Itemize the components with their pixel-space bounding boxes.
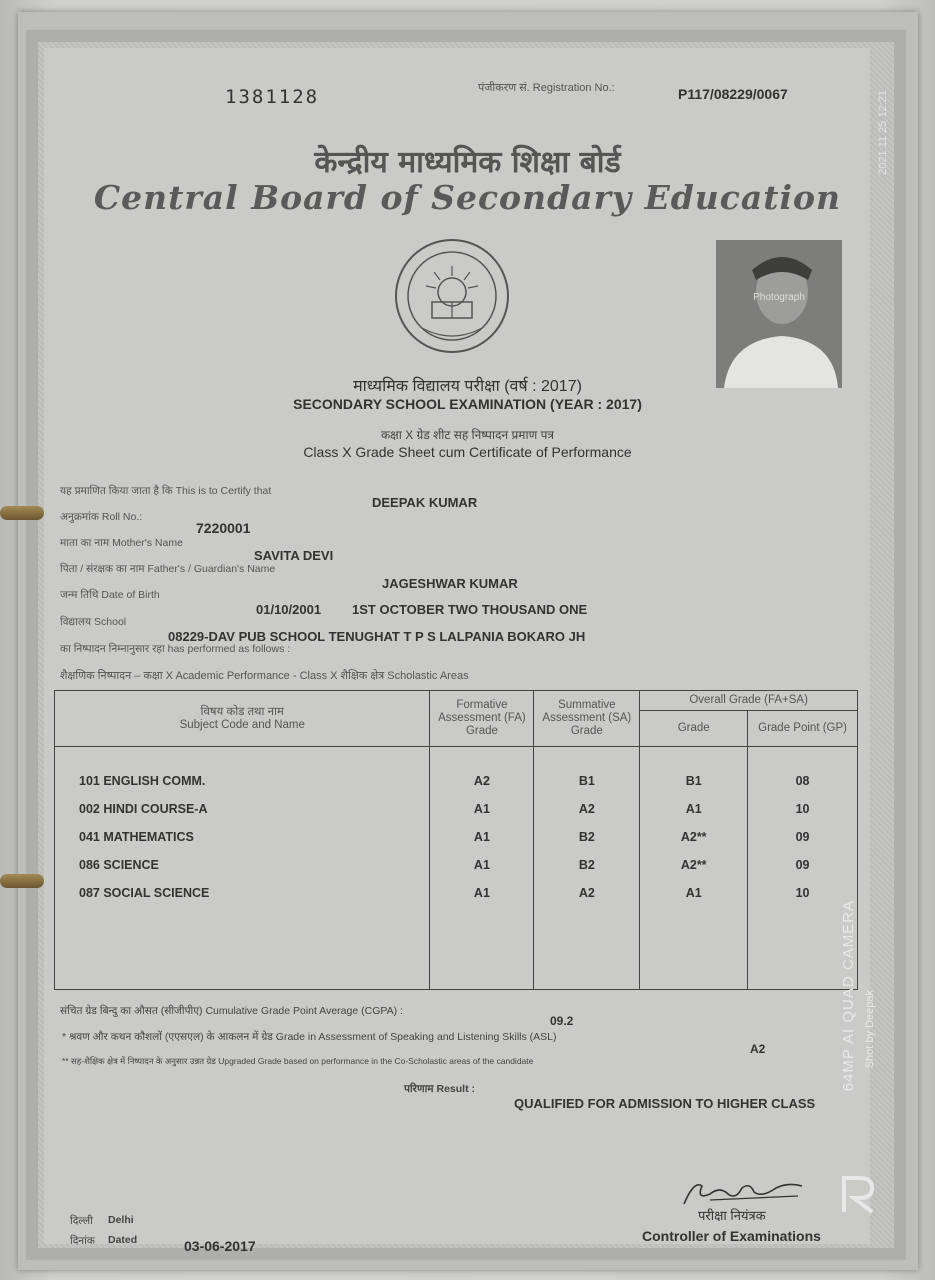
table-row bbox=[55, 795, 858, 823]
dob-label: जन्म तिथि Date of Birth bbox=[60, 589, 160, 601]
cgpa-value: 09.2 bbox=[550, 1014, 574, 1028]
camera-watermark: 64MP AI QUAD CAMERA bbox=[840, 900, 857, 1092]
grade-point-cell: 09 bbox=[748, 823, 858, 851]
asl-label: * श्रवण और कथन कौशलों (एएसएल) के आकलन में ग्रेड Grade in Assessment of Speaking and Listening Skills (ASL) bbox=[62, 1031, 557, 1043]
mother-name-label: माता का नाम Mother's Name bbox=[60, 537, 183, 549]
board-name-hindi: केन्द्रीय माध्यमिक शिक्षा बोर्ड bbox=[314, 145, 621, 180]
sa-grade-cell: B2 bbox=[534, 851, 640, 879]
subject-cell: 087 SOCIAL SCIENCE bbox=[55, 879, 430, 907]
dated-hindi: दिनांक bbox=[70, 1235, 95, 1247]
grade-sheet-title-english: Class X Grade Sheet cum Certificate of Performance bbox=[303, 444, 632, 460]
overall-column-header: Overall Grade (FA+SA) bbox=[640, 691, 858, 711]
table-filler-row bbox=[55, 907, 858, 990]
shot-by-watermark: Shot by Deepak bbox=[864, 990, 876, 1069]
overall-grade-cell: B1 bbox=[640, 767, 748, 795]
table-spacer-row bbox=[55, 747, 858, 767]
result-value: QUALIFIED FOR ADMISSION TO HIGHER CLASS bbox=[514, 1096, 816, 1111]
exam-title-english: SECONDARY SCHOOL EXAMINATION (YEAR : 2017) bbox=[293, 396, 642, 412]
registration-number: P117/08229/0067 bbox=[678, 86, 788, 102]
performed-label: का निष्पादन निम्नानुसार रहा has performed as follows : bbox=[60, 643, 291, 655]
binder-ring-icon bbox=[0, 874, 44, 888]
roll-no-label: अनुक्रमांक Roll No.: bbox=[60, 511, 143, 523]
asl-grade: A2 bbox=[750, 1042, 766, 1056]
exam-title-hindi: माध्यमिक विद्यालय परीक्षा (वर्ष : 2017) bbox=[353, 378, 582, 395]
subject-cell: 002 HINDI COURSE-A bbox=[55, 795, 430, 823]
grade-sheet-title-hindi: कक्षा X ग्रेड शीट सह निष्पादन प्रमाण पत्र bbox=[380, 428, 555, 442]
place: Delhi bbox=[108, 1214, 134, 1226]
subject-cell: 101 ENGLISH COMM. bbox=[55, 767, 430, 795]
subject-header-english: Subject Code and Name bbox=[179, 718, 305, 731]
issue-date: 03-06-2017 bbox=[184, 1238, 256, 1254]
fa-grade-cell: A1 bbox=[430, 851, 534, 879]
school-label: विद्यालय School bbox=[60, 616, 127, 628]
date-of-birth-words: 1ST OCTOBER TWO THOUSAND ONE bbox=[352, 602, 588, 617]
photo-label: Photograph bbox=[753, 292, 805, 303]
grade-point-cell: 09 bbox=[748, 851, 858, 879]
place-hindi: दिल्ली bbox=[70, 1215, 93, 1227]
cgpa-label: संचित ग्रेड बिन्दु का औसत (सीजीपीए) Cumulative Grade Point Average (CGPA) : bbox=[60, 1005, 403, 1017]
overall-grade-cell: A1 bbox=[640, 879, 748, 907]
date-of-birth: 01/10/2001 bbox=[256, 602, 322, 617]
school-name: 08229-DAV PUB SCHOOL TENUGHAT T P S LALPANIA BOKARO JH bbox=[168, 629, 586, 644]
father-name: JAGESHWAR KUMAR bbox=[382, 576, 518, 591]
table-row bbox=[55, 851, 858, 879]
grade-column-header: Grade bbox=[640, 711, 748, 747]
sa-grade-cell: B2 bbox=[534, 823, 640, 851]
overall-grade-cell: A1 bbox=[640, 795, 748, 823]
subject-column-header bbox=[55, 691, 430, 747]
dated-label: Dated bbox=[108, 1234, 138, 1246]
realme-logo-icon bbox=[836, 1172, 880, 1216]
gp-column-header: Grade Point (GP) bbox=[748, 711, 858, 747]
certify-label: यह प्रमाणित किया जाता है कि This is to Certify that bbox=[60, 485, 272, 497]
roll-number: 7220001 bbox=[196, 520, 251, 536]
upgraded-grade-note: ** सह-शैक्षिक क्षेत्र में निष्पादन के अनुसार उन्नत ग्रेड Upgraded Grade based on performance in the Co-Scholastic areas of the candidate bbox=[62, 1056, 534, 1066]
grade-point-cell: 08 bbox=[748, 767, 858, 795]
sa-grade-cell: A2 bbox=[534, 795, 640, 823]
grade-point-cell: 10 bbox=[748, 879, 858, 907]
fa-grade-cell: A1 bbox=[430, 795, 534, 823]
overall-grade-cell: A2** bbox=[640, 823, 748, 851]
controller-title: Controller of Examinations bbox=[642, 1228, 821, 1244]
controller-title-hindi: परीक्षा नियंत्रक bbox=[698, 1208, 766, 1223]
cbse-seal-icon bbox=[392, 236, 512, 356]
sa-grade-cell: B1 bbox=[534, 767, 640, 795]
portrait-icon bbox=[716, 240, 842, 388]
result-label: परिणाम Result : bbox=[404, 1083, 475, 1095]
fa-grade-cell: A1 bbox=[430, 879, 534, 907]
table-header-row bbox=[55, 691, 858, 711]
sa-column-header: Summative Assessment (SA) Grade bbox=[534, 691, 640, 747]
table-row bbox=[55, 767, 858, 795]
fa-grade-cell: A2 bbox=[430, 767, 534, 795]
binder-ring-icon bbox=[0, 506, 44, 520]
fa-column-header: Formative Assessment (FA) Grade bbox=[430, 691, 534, 747]
performance-section-title: शैक्षणिक निष्पादन – कक्षा X Academic Performance - Class X शैक्षिक क्षेत्र Scholastic Areas bbox=[60, 670, 469, 682]
board-name-english: Central Board of Secondary Education bbox=[93, 178, 842, 217]
student-name: DEEPAK KUMAR bbox=[372, 495, 478, 510]
grade-point-cell: 10 bbox=[748, 795, 858, 823]
registration-label: पंजीकरण सं. Registration No.: bbox=[478, 82, 615, 94]
serial-number: 1381128 bbox=[225, 86, 320, 108]
subject-cell: 086 SCIENCE bbox=[55, 851, 430, 879]
sa-grade-cell: A2 bbox=[534, 879, 640, 907]
subject-cell: 041 MATHEMATICS bbox=[55, 823, 430, 851]
overall-grade-cell: A2** bbox=[640, 851, 748, 879]
mother-name: SAVITA DEVI bbox=[254, 548, 334, 563]
table-row bbox=[55, 823, 858, 851]
table-row bbox=[55, 879, 858, 907]
father-name-label: पिता / संरक्षक का नाम Father's / Guardian's Name bbox=[60, 563, 276, 575]
student-photo bbox=[716, 240, 842, 388]
grades-table bbox=[54, 690, 858, 990]
photo-timestamp: 2021 11 25 12:21 bbox=[877, 90, 889, 175]
subject-header-hindi: विषय कोड तथा नाम bbox=[200, 705, 284, 718]
fa-grade-cell: A1 bbox=[430, 823, 534, 851]
